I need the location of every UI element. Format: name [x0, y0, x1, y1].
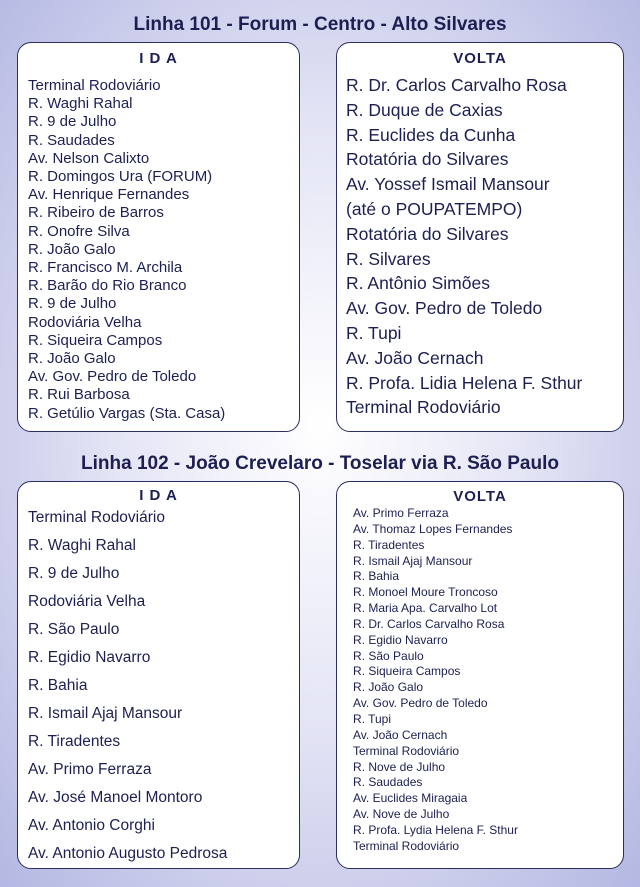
stop-item: Terminal Rodoviário	[353, 743, 460, 758]
stop-item: R. Antônio Simões	[346, 273, 490, 294]
stop-item: Av. Gov. Pedro de Toledo	[346, 298, 543, 319]
line-102-ida-panel	[17, 481, 300, 869]
stop-item: Av. Antonio Corghi	[28, 817, 155, 834]
stop-item: R. Tupi	[346, 322, 402, 343]
stop-item: R. João Galo	[28, 350, 116, 368]
stop-item: R. Francisco M. Archila	[28, 259, 183, 277]
stop-item: R. Silvares	[346, 248, 431, 269]
stop-item: Terminal Rodoviário	[28, 77, 161, 94]
stop-item: Av. Nelson Calixto	[28, 149, 150, 167]
stop-item: R. Tiradentes	[353, 537, 425, 552]
stop-item: R. Ismail Ajaj Mansour	[28, 705, 183, 722]
stop-item: R. 9 de Julho	[28, 565, 120, 582]
stop-list	[337, 506, 623, 855]
stop-item: (até o POUPATEMPO)	[346, 198, 523, 219]
stop-item: R. Saudades	[28, 131, 115, 149]
stop-item: Av. Yossef Ismail Mansour	[346, 174, 550, 195]
stop-item: R. Nove de Julho	[353, 759, 446, 774]
stop-item: R. Duque de Caxias	[346, 99, 503, 120]
stop-item: R. Egidio Navarro	[353, 632, 448, 647]
volta-heading: VOLTA	[453, 488, 507, 505]
line-102-title: Linha 102 - João Crevelaro - Toselar via R. São Paulo	[81, 453, 559, 474]
stop-item: R. João Galo	[353, 680, 424, 695]
stop-item: R. Bahia	[353, 569, 400, 584]
stop-item: Av. Euclides Miragaia	[353, 791, 468, 806]
stop-item: R. Saudades	[353, 775, 423, 790]
stop-item: R. Siqueira Campos	[353, 664, 461, 679]
stop-item: Rodoviária Velha	[28, 313, 142, 331]
ida-heading: I D A	[139, 487, 178, 504]
stop-item: Av. João Cernach	[346, 347, 484, 368]
stop-item: R. Ribeiro de Barros	[28, 204, 164, 222]
stop-item: R. Onofre Silva	[28, 222, 130, 240]
stop-item: R. Profa. Lydia Helena F. Sthur	[353, 822, 518, 837]
stop-item: Av. Antonio Augusto Pedrosa	[28, 845, 228, 862]
stop-item: R. João Galo	[28, 240, 116, 258]
stop-item: Terminal Rodoviário	[28, 509, 165, 526]
stop-item: R. Getúlio Vargas (Sta. Casa)	[28, 404, 226, 422]
stop-item: R. São Paulo	[353, 648, 424, 663]
stop-item: R. Tupi	[353, 711, 392, 726]
line-101-volta-panel	[336, 42, 624, 432]
stop-item: Av. Primo Ferraza	[28, 761, 152, 778]
stop-item: R. Dr. Carlos Carvalho Rosa	[346, 75, 567, 95]
line-102-volta-panel	[336, 481, 624, 869]
stop-item: R. Waghi Rahal	[28, 95, 133, 113]
stop-item: R. Bahia	[28, 677, 88, 694]
line-101-ida-panel	[17, 42, 300, 432]
stop-item: R. Waghi Rahal	[28, 537, 136, 554]
stop-item: R. 9 de Julho	[28, 295, 117, 313]
stop-list	[18, 504, 299, 868]
stop-item: R. Euclides da Cunha	[346, 124, 516, 145]
stop-item: R. Maria Apa. Carvalho Lot	[353, 601, 498, 616]
stop-item: Av. Thomaz Lopes Fernandes	[353, 521, 513, 536]
stop-item: R. Profa. Lidia Helena F. Sthur	[346, 372, 583, 393]
stop-item: R. Ismail Ajaj Mansour	[353, 553, 473, 568]
stop-item: R. Dr. Carlos Carvalho Rosa	[353, 616, 505, 631]
stop-item: R. São Paulo	[28, 621, 120, 638]
stop-item: Terminal Rodoviário	[353, 838, 460, 853]
line-101-title: Linha 101 - Forum - Centro - Alto Silvares	[133, 14, 507, 35]
stop-item: Av. Primo Ferraza	[353, 506, 449, 520]
stop-item: R. 9 de Julho	[28, 113, 117, 131]
stop-item: Rotatória do Silvares	[346, 223, 509, 244]
stop-item: Rotatória do Silvares	[346, 149, 509, 170]
stop-item: Terminal Rodoviário	[346, 397, 501, 418]
stop-item: Rodoviária Velha	[28, 593, 146, 610]
stop-list	[337, 73, 623, 420]
stop-item: R. Barão do Rio Branco	[28, 277, 187, 295]
stop-item: Av. João Cernach	[353, 727, 448, 742]
stop-item: R. Rui Barbosa	[28, 386, 130, 404]
stop-item: Av. Henrique Fernandes	[28, 186, 190, 204]
stop-item: R. Tiradentes	[28, 733, 121, 750]
stop-item: Av. Gov. Pedro de Toledo	[353, 696, 488, 711]
stop-item: Av. José Manoel Montoro	[28, 789, 203, 806]
stop-list	[18, 77, 299, 423]
ida-heading: I D A	[139, 50, 178, 67]
volta-heading: VOLTA	[453, 50, 507, 67]
stop-item: Av. Gov. Pedro de Toledo	[28, 368, 197, 386]
stop-item: R. Monoel Moure Troncoso	[353, 585, 498, 600]
stop-item: R. Siqueira Campos	[28, 331, 163, 349]
stop-item: Av. Nove de Julho	[353, 807, 450, 822]
stop-item: R. Egidio Navarro	[28, 649, 151, 666]
stop-item: R. Domingos Ura (FORUM)	[28, 168, 213, 186]
